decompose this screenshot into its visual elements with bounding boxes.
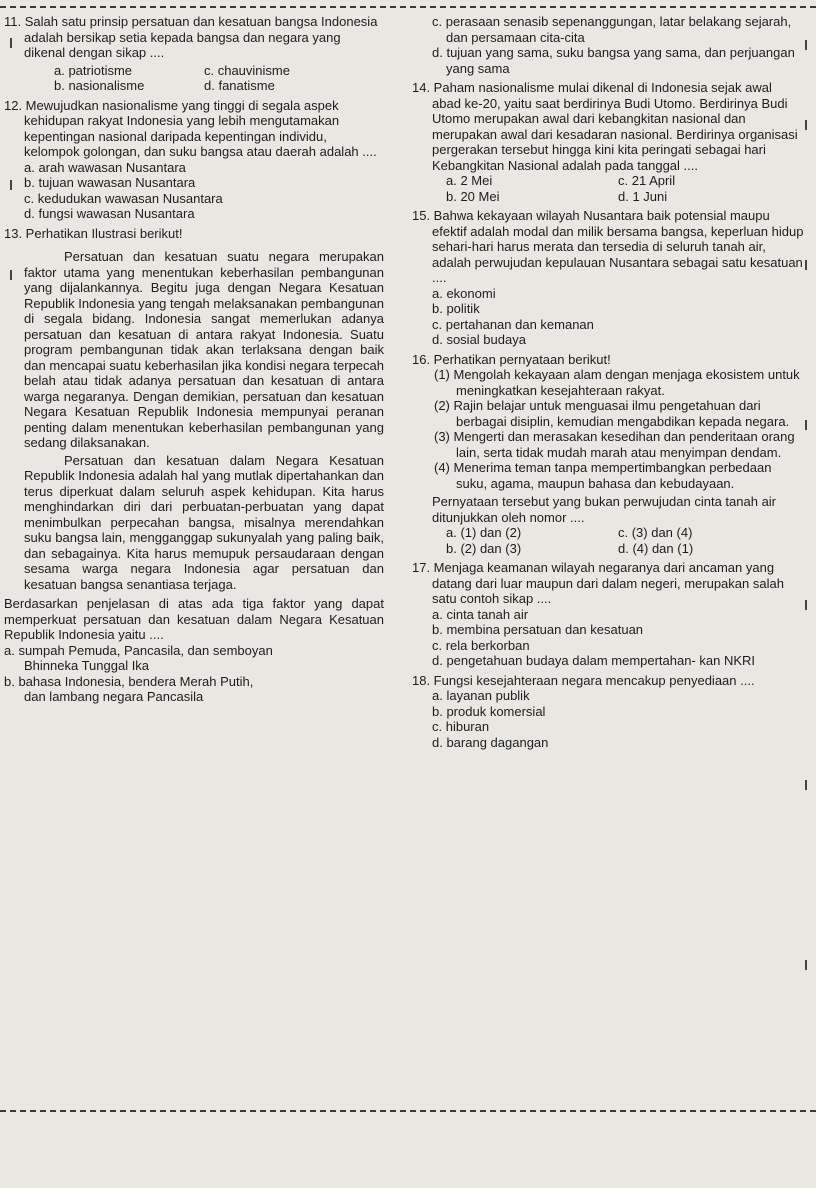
question-15 [412, 208, 804, 348]
margin-tick [805, 960, 807, 970]
question-18-stem: 18. Fungsi kesejahteraan negara mencakup penyediaan .... [412, 672, 755, 688]
question-16-prompt: Pernyataan tersebut yang bukan perwujudan cinta tanah air ditunjukkan oleh nomor .... [432, 494, 777, 525]
question-11-continued [412, 14, 804, 76]
question-15-option-a[interactable]: a. ekonomi [432, 285, 496, 301]
margin-tick [805, 40, 807, 50]
right-column [412, 14, 804, 754]
question-12-option-d[interactable]: d. fungsi wawasan Nusantara [24, 206, 195, 221]
question-18-option-c[interactable]: c. hiburan [432, 719, 490, 734]
question-15-option-d[interactable]: d. sosial budaya [432, 332, 526, 347]
question-16 [412, 352, 804, 557]
question-14-option-d[interactable]: d. 1 Juni [618, 188, 668, 204]
margin-tick [805, 780, 807, 790]
question-14-stem: 14. Paham nasionalisme mulai dikenal di Indonesia sejak awal abad ke-20, yaitu saat berdirinya Budi Utomo. Berdirinya Budi Utomo merupakan awal dari kebangkitan nasional dan merupakan awal dari kesadaran nasional. Berdirinya organisasi pergerakan tersebut hingga kini kita peringati sebagai hari Kebangkitan Nasional adalah pada tanggal .... [412, 80, 798, 173]
left-column [4, 14, 384, 709]
question-13-option-b[interactable] [4, 674, 384, 705]
question-18 [412, 673, 804, 751]
question-14-option-b[interactable]: b. 20 Mei [446, 188, 500, 204]
illustration-paragraph-1: Persatuan dan kesatuan suatu negara merupakan faktor utama yang menentukan keberhasilan pembangunan yang dijalankannya. Begitu juga dengan Negara Kesatuan Republik Indonesia yang tengah melaksanakan pembangunan di segala bidang. Indonesia sangat memerlukan adanya persatuan dan kesatuan di antara rakyat Indonesia. Suatu program pembangunan tidak akan terlaksana dengan baik dan mencapai suatu keberhasilan jika kondisi negara terpecah belah atau tidak adanya persatuan dan kesatuan di antara warga negaranya. Dengan demikian, persatuan dan kesatuan Negara Kesatuan Republik Indonesia mempunyai peranan penting dalam menentukan keberhasilan pembangunan yang sedang dilaksanakan. [24, 249, 384, 450]
question-16-option-b[interactable]: b. (2) dan (3) [446, 540, 522, 556]
question-17-option-c[interactable]: c. rela berkorban [432, 637, 530, 653]
question-15-option-b[interactable]: b. politik [432, 301, 480, 316]
question-13-option-a-line2: Bhinneka Tunggal Ika [24, 658, 150, 673]
question-17-option-b[interactable]: b. membina persatuan dan kesatuan [432, 622, 644, 637]
question-13-option-b-line2: dan lambang negara Pancasila [24, 689, 204, 704]
question-14-option-a[interactable]: a. 2 Mei [446, 173, 493, 188]
question-13-stem: 13. Perhatikan Ilustrasi berikut! [4, 225, 183, 241]
top-cut-line [0, 6, 816, 8]
illustration-paragraph-2: Persatuan dan kesatuan dalam Negara Kesatuan Republik Indonesia adalah hal yang mutlak dipertahankan dan terus diperkuat dalam seluruh aspek kehidupan. Kita harus menghindarkan diri dari perbuatan-perbuatan yang dapat menimbulkan perpecahan bangsa, misalnya merendahkan suku bangsa lain, mengganggap sukunyalah yang paling baik, dan sebagainya. Kita harus memupuk persaudaraan dengan sesama warga negara Indonesia agar persatuan dan kesatuan bangsa senantiasa terjaga. [24, 452, 384, 592]
question-17 [412, 560, 804, 669]
question-11-option-c-long[interactable]: c. perasaan senasib sepenanggungan, latar belakang sejarah, dan persamaan cita-cita [432, 14, 792, 45]
bottom-cut-line [0, 1110, 816, 1112]
question-13-option-a[interactable] [4, 643, 384, 674]
question-11-option-a[interactable]: a. patriotisme [54, 62, 133, 78]
question-14 [412, 80, 804, 204]
statement-3: (3) Mengerti dan merasakan kesedihan dan penderitaan orang lain, serta tidak mudah marah atau menyimpan dendam. [434, 429, 795, 460]
question-12-option-a[interactable]: a. arah wawasan Nusantara [24, 159, 186, 175]
statement-4: (4) Menerima teman tanpa mempertimbangkan perbedaan suku, agama, maupun bahasa dan kebudayaan. [434, 460, 772, 491]
question-11-option-c[interactable]: c. chauvinisme [204, 62, 290, 78]
question-11-option-d-long[interactable]: d. tujuan yang sama, suku bangsa yang sama, dan perjuangan yang sama [432, 45, 795, 76]
margin-tick [10, 180, 12, 190]
margin-tick [805, 120, 807, 130]
question-13 [4, 226, 384, 705]
statement-2: (2) Rajin belajar untuk menguasai ilmu pengetahuan dari berbagai disiplin, kemudian mengabdikan kepada negara. [434, 398, 790, 429]
question-18-option-d[interactable]: d. barang dagangan [432, 734, 549, 750]
question-16-option-c[interactable]: c. (3) dan (4) [618, 525, 693, 540]
question-15-stem: 15. Bahwa kekayaan wilayah Nusantara baik potensial maupu efektif adalah modal dan milik bersama bangsa, keperluan hidup sehari-hari harus merata dan tersedia di seluruh tanah air, adalah perwujudan kepulauan Nusantara sebagai satu kesatuan .... [412, 208, 804, 285]
question-11 [4, 14, 384, 94]
margin-tick [805, 600, 807, 610]
question-17-stem: 17. Menjaga keamanan wilayah negaranya dari ancaman yang datang dari luar maupun dari dalam negeri, merupakan salah satu contoh sikap .... [412, 560, 784, 606]
question-12-option-c[interactable]: c. kedudukan wawasan Nusantara [24, 190, 223, 206]
question-11-option-d[interactable]: d. fanatisme [204, 78, 275, 93]
question-17-option-a[interactable]: a. cinta tanah air [432, 606, 529, 622]
question-13-prompt: Berdasarkan penjelasan di atas ada tiga faktor yang dapat memperkuat persatuan dan kesatuan dalam Negara Kesatuan Republik Indonesia yaitu .... [4, 596, 384, 642]
question-16-option-a[interactable]: a. (1) dan (2) [446, 525, 522, 540]
question-15-option-c[interactable]: c. pertahanan dan kemanan [432, 316, 594, 332]
question-11-option-b[interactable]: b. nasionalisme [54, 78, 145, 93]
question-14-option-c[interactable]: c. 21 April [618, 173, 676, 188]
question-18-option-a[interactable]: a. layanan publik [432, 688, 530, 703]
question-12-option-b[interactable]: b. tujuan wawasan Nusantara [24, 175, 196, 190]
margin-tick [805, 260, 807, 270]
question-12-stem: 12. Mewujudkan nasionalisme yang tinggi di segala aspek kehidupan rakyat Indonesia yang lebih mengutamakan kepentingan nasional daripada kepentingan individu, kelompok golongan, dan suku bangsa atau daerah adalah .... [4, 97, 377, 159]
question-11-stem: 11. Salah satu prinsip persatuan dan kesatuan bangsa Indonesia adalah bersikap setia kepada bangsa dan negara yang dikenal dengan sikap .... [4, 14, 378, 60]
margin-tick [10, 38, 12, 48]
question-16-option-d[interactable]: d. (4) dan (1) [618, 540, 694, 556]
illustration-text [4, 249, 384, 592]
question-17-option-d[interactable]: d. pengetahuan budaya dalam mempertahan- kan NKRI [432, 653, 756, 668]
question-13-option-a-line1: a. sumpah Pemuda, Pancasila, dan semboyan [4, 642, 273, 658]
margin-tick [10, 270, 12, 280]
question-12 [4, 98, 384, 222]
statement-1: (1) Mengolah kekayaan alam dengan menjaga ekosistem untuk meningkatkan kesejahteraan rakyat. [434, 367, 800, 398]
margin-tick [805, 420, 807, 430]
question-16-stem: 16. Perhatikan pernyataan berikut! [412, 351, 611, 367]
question-13-option-b-line1: b. bahasa Indonesia, bendera Merah Putih, [4, 673, 254, 689]
question-18-option-b[interactable]: b. produk komersial [432, 703, 546, 719]
